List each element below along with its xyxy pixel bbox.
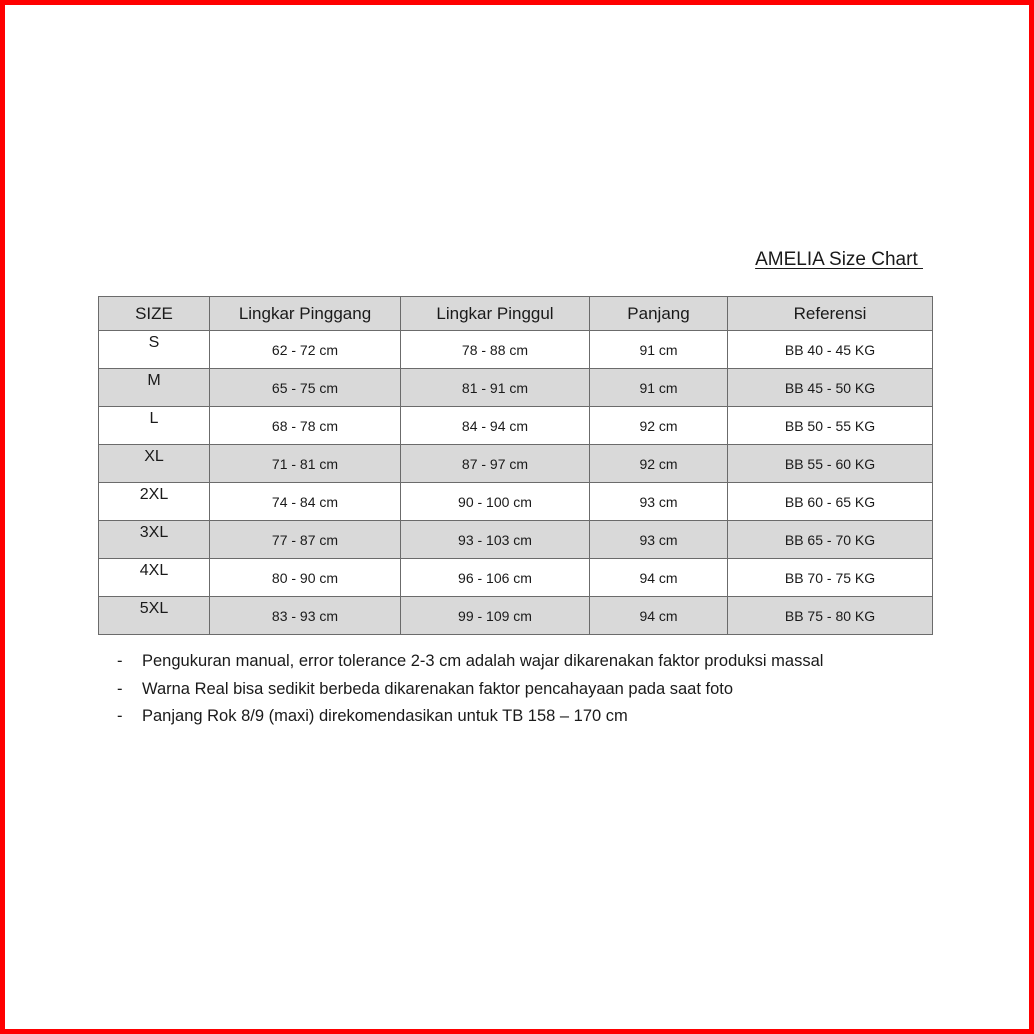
note-text: Pengukuran manual, error tolerance 2-3 cm adalah wajar dikarenakan faktor produksi massal bbox=[142, 652, 824, 670]
hip-cell: 84 - 94 cm bbox=[401, 407, 590, 445]
hip-cell: 93 - 103 cm bbox=[401, 521, 590, 559]
reference-cell: BB 75 - 80 KG bbox=[728, 597, 933, 635]
note-item bbox=[117, 678, 823, 706]
length-cell: 92 cm bbox=[590, 407, 728, 445]
hip-cell: 87 - 97 cm bbox=[401, 445, 590, 483]
length-cell: 93 cm bbox=[590, 521, 728, 559]
length-cell: 94 cm bbox=[590, 559, 728, 597]
waist-cell: 80 - 90 cm bbox=[210, 559, 401, 597]
header-reference: Referensi bbox=[728, 297, 933, 331]
hip-cell: 99 - 109 cm bbox=[401, 597, 590, 635]
size-cell: 5XL bbox=[99, 597, 210, 635]
note-text: Panjang Rok 8/9 (maxi) direkomendasikan untuk TB 158 – 170 cm bbox=[142, 707, 628, 725]
size-cell: 3XL bbox=[99, 521, 210, 559]
size-cell: 4XL bbox=[99, 559, 210, 597]
table-row bbox=[99, 331, 933, 369]
notes-list bbox=[117, 650, 823, 733]
header-waist: Lingkar Pinggang bbox=[210, 297, 401, 331]
bullet-dash: - bbox=[117, 652, 123, 670]
reference-cell: BB 70 - 75 KG bbox=[728, 559, 933, 597]
waist-cell: 68 - 78 cm bbox=[210, 407, 401, 445]
reference-cell: BB 65 - 70 KG bbox=[728, 521, 933, 559]
waist-cell: 62 - 72 cm bbox=[210, 331, 401, 369]
table-row bbox=[99, 407, 933, 445]
table-row bbox=[99, 597, 933, 635]
hip-cell: 81 - 91 cm bbox=[401, 369, 590, 407]
table-row bbox=[99, 445, 933, 483]
waist-cell: 77 - 87 cm bbox=[210, 521, 401, 559]
bullet-dash: - bbox=[117, 707, 123, 725]
hip-cell: 96 - 106 cm bbox=[401, 559, 590, 597]
size-table bbox=[98, 296, 933, 635]
waist-cell: 74 - 84 cm bbox=[210, 483, 401, 521]
table-header-row bbox=[99, 297, 933, 331]
table-row bbox=[99, 559, 933, 597]
table-row bbox=[99, 369, 933, 407]
length-cell: 92 cm bbox=[590, 445, 728, 483]
reference-cell: BB 40 - 45 KG bbox=[728, 331, 933, 369]
waist-cell: 83 - 93 cm bbox=[210, 597, 401, 635]
waist-cell: 71 - 81 cm bbox=[210, 445, 401, 483]
note-item bbox=[117, 705, 823, 733]
length-cell: 91 cm bbox=[590, 331, 728, 369]
header-size: SIZE bbox=[99, 297, 210, 331]
size-cell: S bbox=[99, 331, 210, 369]
size-chart-title: AMELIA Size Chart bbox=[755, 249, 923, 270]
hip-cell: 90 - 100 cm bbox=[401, 483, 590, 521]
bullet-dash: - bbox=[117, 679, 123, 698]
header-hip: Lingkar Pinggul bbox=[401, 297, 590, 331]
reference-cell: BB 55 - 60 KG bbox=[728, 445, 933, 483]
header-length: Panjang bbox=[590, 297, 728, 331]
hip-cell: 78 - 88 cm bbox=[401, 331, 590, 369]
table-row bbox=[99, 483, 933, 521]
size-cell: 2XL bbox=[99, 483, 210, 521]
note-item bbox=[117, 650, 823, 678]
waist-cell: 65 - 75 cm bbox=[210, 369, 401, 407]
size-cell: M bbox=[99, 369, 210, 407]
reference-cell: BB 50 - 55 KG bbox=[728, 407, 933, 445]
note-text: Warna Real bisa sedikit berbeda dikarenakan faktor pencahayaan pada saat foto bbox=[142, 679, 734, 698]
length-cell: 94 cm bbox=[590, 597, 728, 635]
reference-cell: BB 60 - 65 KG bbox=[728, 483, 933, 521]
size-cell: XL bbox=[99, 445, 210, 483]
table-row bbox=[99, 521, 933, 559]
length-cell: 91 cm bbox=[590, 369, 728, 407]
length-cell: 93 cm bbox=[590, 483, 728, 521]
size-cell: L bbox=[99, 407, 210, 445]
reference-cell: BB 45 - 50 KG bbox=[728, 369, 933, 407]
